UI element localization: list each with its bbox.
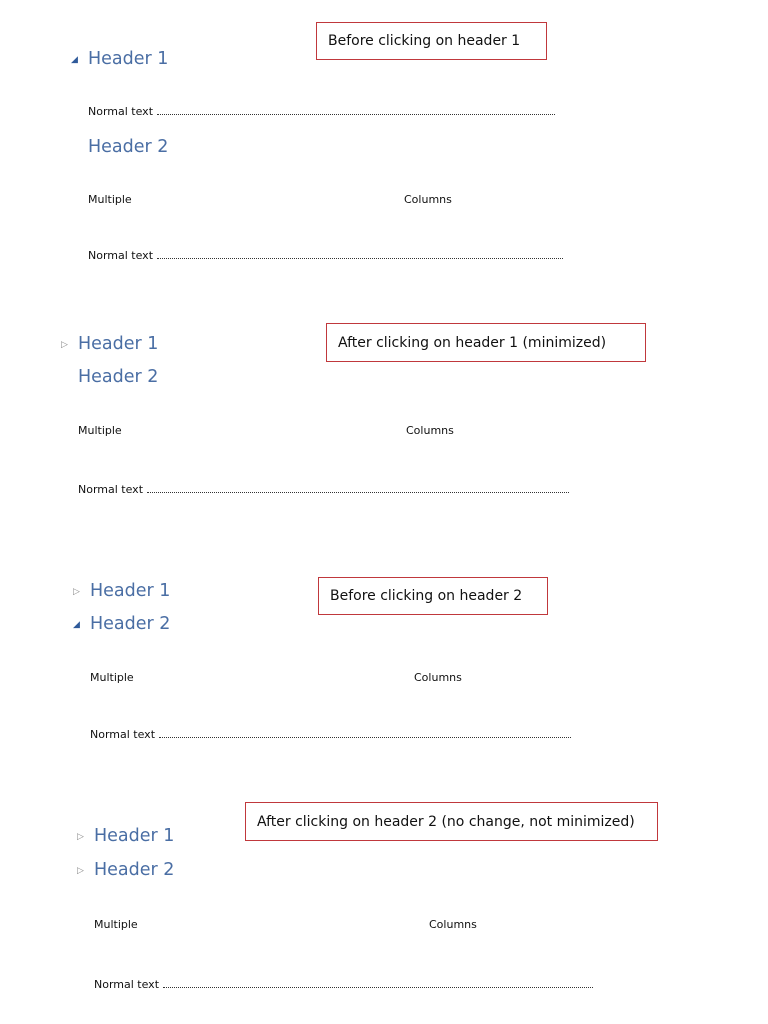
collapsed-triangle-icon[interactable]: ▷ xyxy=(77,865,84,875)
columns-label: Columns xyxy=(404,193,452,206)
normal-text-label: Normal text xyxy=(78,483,144,496)
header-2[interactable]: Header 2 xyxy=(90,614,171,634)
columns-label: Columns xyxy=(429,918,477,931)
columns-label: Columns xyxy=(406,424,454,437)
columns-label: Columns xyxy=(414,671,462,684)
header-2[interactable]: Header 2 xyxy=(78,367,159,387)
dotted-leader xyxy=(157,114,555,115)
expanded-triangle-icon[interactable]: ◢ xyxy=(73,619,80,629)
normal-text-label: Normal text xyxy=(90,728,156,741)
dotted-leader xyxy=(163,987,593,988)
multiple-label: Multiple xyxy=(90,671,134,684)
normal-text-line xyxy=(90,729,571,740)
callout-before-header-2 xyxy=(318,577,548,615)
header-1[interactable]: Header 1 xyxy=(94,826,175,846)
header-2[interactable]: Header 2 xyxy=(88,137,169,157)
normal-text-line xyxy=(88,106,555,117)
callout-text: Before clicking on header 1 xyxy=(328,33,521,49)
multiple-label: Multiple xyxy=(94,918,138,931)
normal-text-line xyxy=(88,250,563,261)
callout-after-header-1 xyxy=(326,323,646,362)
header-2[interactable]: Header 2 xyxy=(94,860,175,880)
header-1[interactable]: Header 1 xyxy=(90,581,171,601)
dotted-leader xyxy=(147,492,569,493)
normal-text-label: Normal text xyxy=(94,978,160,991)
callout-after-header-2 xyxy=(245,802,658,841)
callout-text: After clicking on header 1 (minimized) xyxy=(338,334,607,351)
normal-text-line xyxy=(78,484,569,495)
callout-text: After clicking on header 2 (no change, not minimized) xyxy=(257,813,635,830)
collapsed-triangle-icon[interactable]: ▷ xyxy=(77,831,84,841)
header-1[interactable]: Header 1 xyxy=(78,334,159,354)
callout-text: Before clicking on header 2 xyxy=(330,588,523,604)
normal-text-line xyxy=(94,979,593,990)
expanded-triangle-icon[interactable]: ◢ xyxy=(71,54,78,64)
normal-text-label: Normal text xyxy=(88,105,154,118)
multiple-label: Multiple xyxy=(88,193,132,206)
multiple-label: Multiple xyxy=(78,424,122,437)
normal-text-label: Normal text xyxy=(88,249,154,262)
dotted-leader xyxy=(159,737,571,738)
dotted-leader xyxy=(157,258,563,259)
collapsed-triangle-icon[interactable]: ▷ xyxy=(61,339,68,349)
callout-before-header-1 xyxy=(316,22,547,60)
header-1[interactable]: Header 1 xyxy=(88,49,169,69)
collapsed-triangle-icon[interactable]: ▷ xyxy=(73,586,80,596)
